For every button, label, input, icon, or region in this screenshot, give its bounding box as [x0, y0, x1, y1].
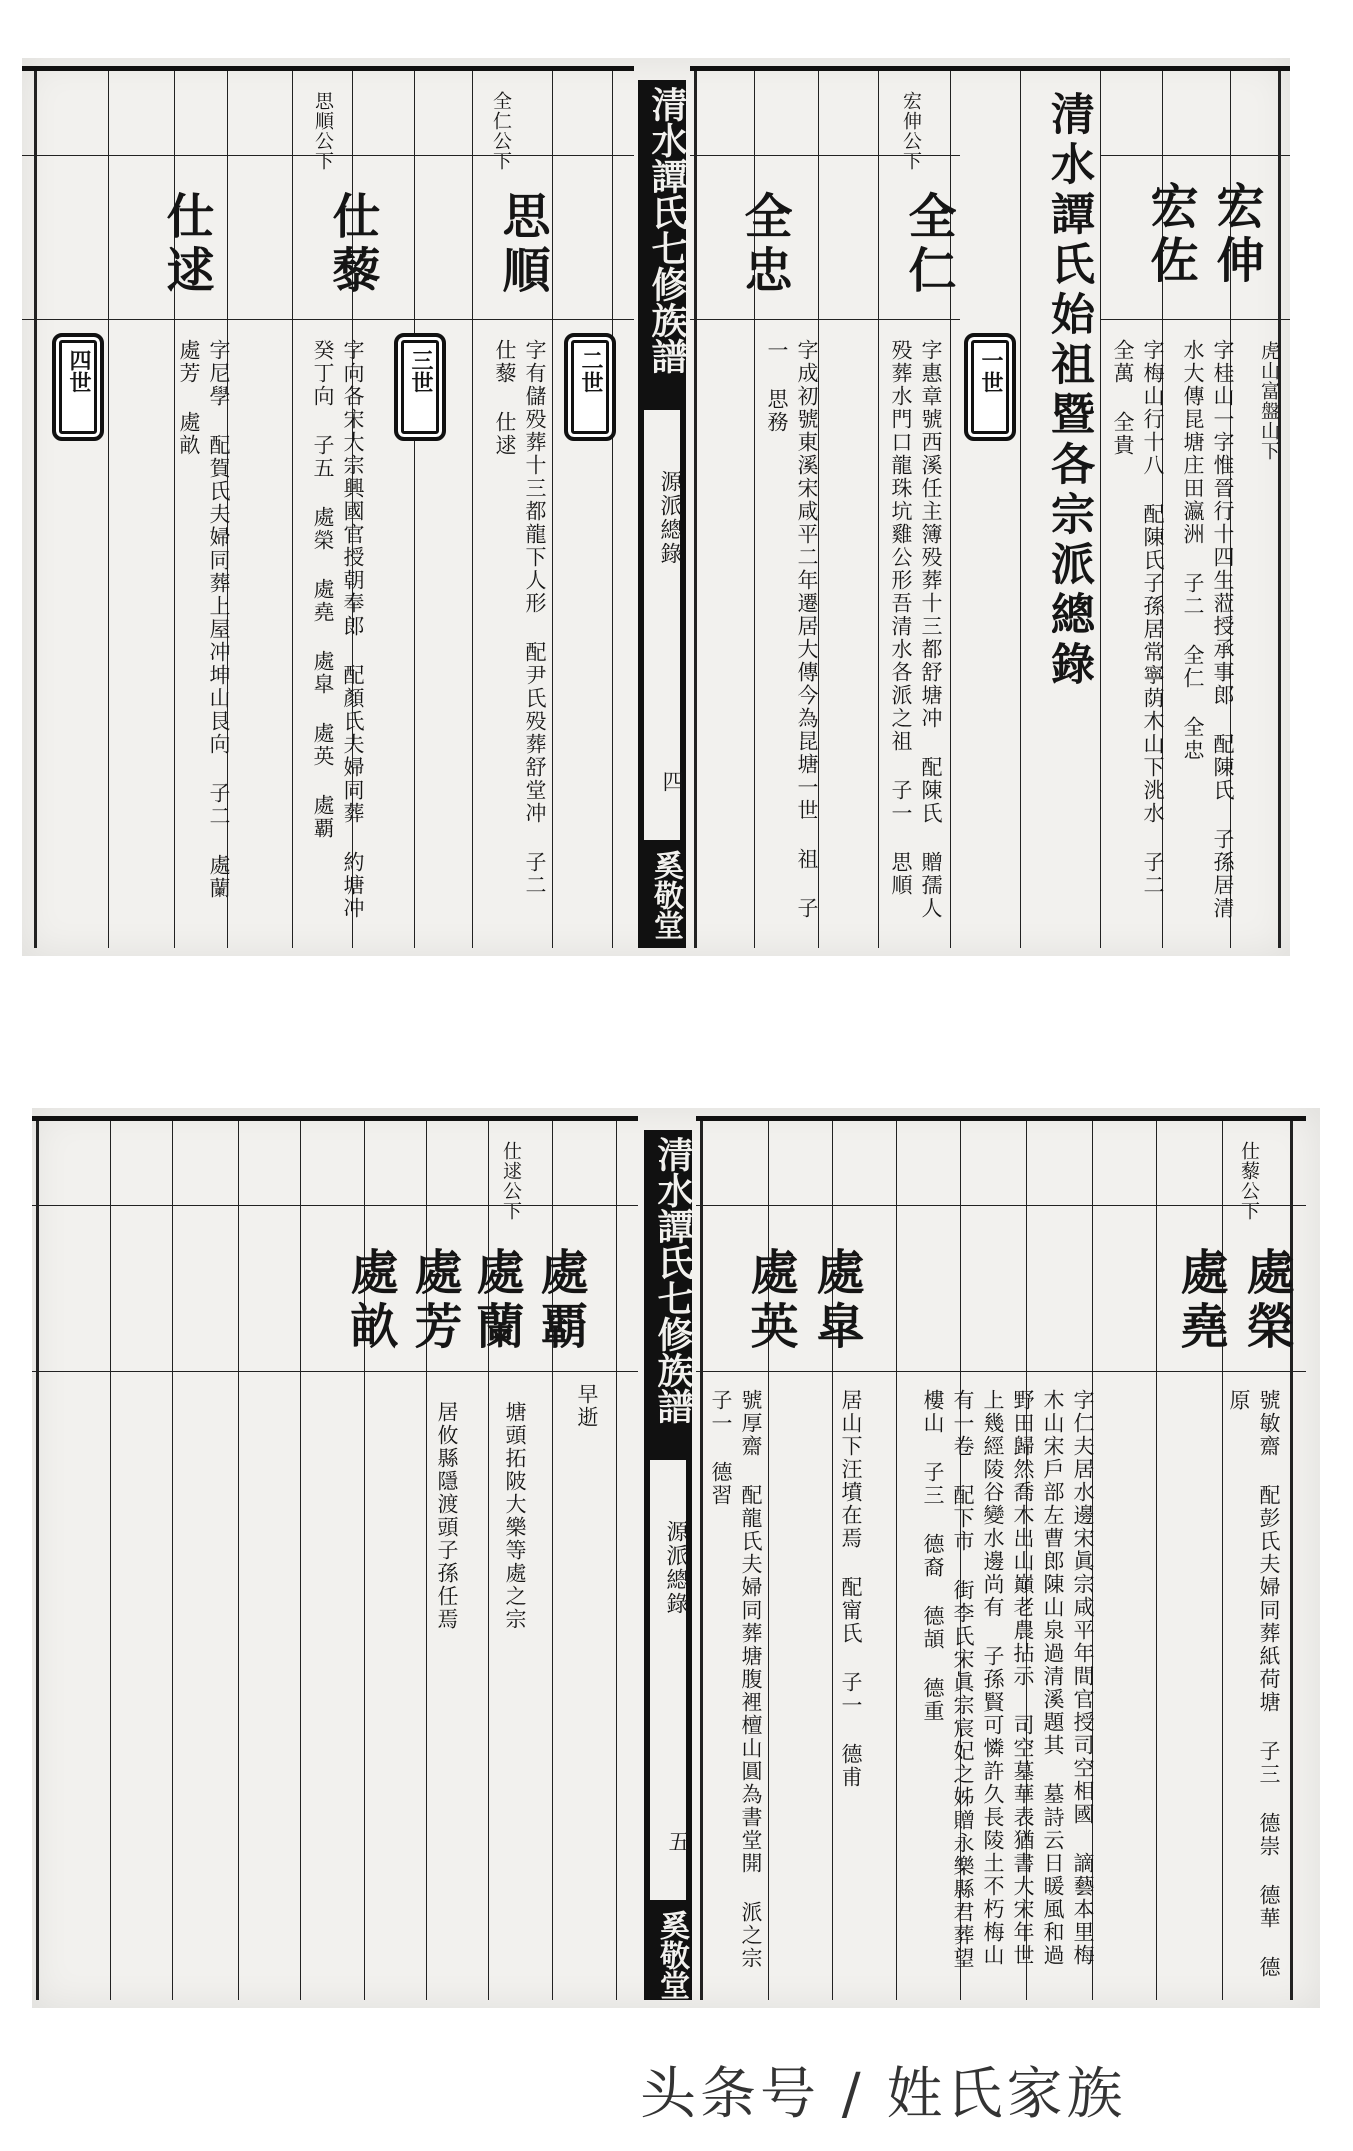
spine-section: 源派總錄 [663, 1520, 688, 1616]
entry-bio: 字向各宋大宗興國官授朝奉郎 配顏氏夫婦同葬 約塘冲癸丁向 子五 處榮 處堯 處皐 處英 處覇 [311, 339, 365, 920]
page-fragment: 虎山富盤山下 [1258, 341, 1280, 461]
entry-name: 仕逑 [158, 191, 214, 299]
generation-badge: 一世 [964, 333, 1016, 441]
entry-bio: 字成初號東溪宋咸平二年遷居大傳今為昆塘一世 祖 子一 思務 [765, 339, 819, 920]
generation-badge: 三世 [394, 333, 446, 441]
bottom-right-page [696, 1116, 1306, 2000]
spine-section: 源派總錄 [657, 470, 682, 566]
entry-bio: 塘頭拓陂大樂等處之宗 [503, 1401, 527, 1631]
top-spread [22, 58, 1290, 956]
entry-name: 宏伸 [1208, 181, 1264, 289]
entry-name: 處英 [742, 1247, 798, 1355]
entry-name: 全忠 [736, 191, 792, 299]
header-note: 仕藜公下 [1238, 1141, 1260, 1221]
entry-bio: 字仁夫居水邊宋眞宗咸平年間官授司空相國 謫藝本里梅木山宋戶部左曹郎陳山泉過清溪題其 墓詩云日暖風和過野田歸然喬木出山巔老農拈示 司空墓華表猶書大宋年世上幾經陵谷變水邊尚有 子孫賢可憐許久長陵土不朽梅山有一卷 配下市 街李氏宋眞宗宸妃之姊贈永樂縣君葬望樓山 子三 德裔 德頡 德重 [921, 1389, 1095, 1970]
entry-bio: 字梅山行十八 配陳氏子孫居常寧荫木山下洮水 子二 全萬 全貴 [1111, 339, 1165, 897]
entry-bio: 字惠章號西溪任主簿殁葬十三都舒塘冲 配陳氏 贈孺人殁葬水門口龍珠坑雞公形吾清水各派之祖 子一 思順 [889, 339, 943, 920]
entry-bio: 字尼學 配賀氏夫婦同葬上屋冲坤山艮向 子二 處蘭 處芳 處畝 [177, 339, 231, 900]
entry-name: 處榮 [1238, 1247, 1294, 1355]
header-note-1: 宏伸公下 [900, 91, 922, 171]
entry-name: 處皐 [808, 1247, 864, 1355]
top-right-page [690, 66, 1290, 948]
header-note: 仕逑公下 [500, 1141, 522, 1221]
generation-badge: 二世 [564, 333, 616, 441]
page-number: 五 [665, 1830, 690, 1852]
top-left-page [22, 66, 634, 948]
bottom-left-page [32, 1116, 638, 2000]
header-note-2: 全仁公下 [490, 91, 512, 171]
entry-name: 宏佐 [1142, 181, 1198, 289]
entry-name: 思順 [494, 191, 550, 299]
entry-bio: 號厚齋 配龍氏夫婦同葬塘腹裡檀山圓為書堂開 派之宗 子一 德習 [709, 1389, 763, 1970]
entry-bio: 早逝 [575, 1383, 599, 1429]
entry-bio: 字有儲殁葬十三都龍下人形 配尹氏殁葬舒堂冲 子二 仕藜 仕逑 [493, 339, 547, 897]
bottom-spread [32, 1108, 1320, 2008]
entry-name: 處覇 [532, 1247, 588, 1355]
entry-name: 處蘭 [468, 1247, 524, 1355]
spine-panel [650, 1460, 690, 1900]
spine-title: 清水譚氏七修族譜 [646, 86, 688, 374]
entry-name: 處芳 [406, 1247, 462, 1355]
page-number: 四 [659, 770, 684, 792]
entry-name: 仕藜 [324, 191, 380, 299]
generation-badge: 四世 [52, 333, 104, 441]
entry-bio: 居攸縣隱渡頭子孫任焉 [435, 1401, 459, 1631]
entry-name: 處堯 [1172, 1247, 1228, 1355]
header-note-3: 思順公下 [312, 91, 334, 171]
entry-bio: 字桂山一字惟晉行十四生蒞授承事郎 配陳氏 子孫居清水大傳昆塘庄田瀛洲 子二 全仁 全忠 [1181, 339, 1235, 920]
spine-panel [644, 410, 684, 840]
entry-bio: 號敏齋 配彭氏夫婦同葬紙荷塘 子三 德崇 德華 德原 [1227, 1389, 1281, 1979]
spine-title: 清水譚氏七修族譜 [652, 1136, 694, 1424]
bottom-spine [644, 1130, 692, 2000]
hall-name: 奚敬堂 [654, 1910, 689, 2000]
entry-name: 全仁 [900, 191, 956, 299]
entry-bio: 居山下汪墳在焉 配甯氏 子一 德甫 [839, 1389, 863, 1789]
watermark: 头条号 / 姓氏家族 [640, 2062, 1127, 2127]
top-spine [638, 80, 686, 948]
entry-name: 處畝 [342, 1247, 398, 1355]
section-title: 清水譚氏始祖暨各宗派總錄 [1043, 91, 1094, 691]
hall-name: 奚敬堂 [648, 850, 683, 940]
